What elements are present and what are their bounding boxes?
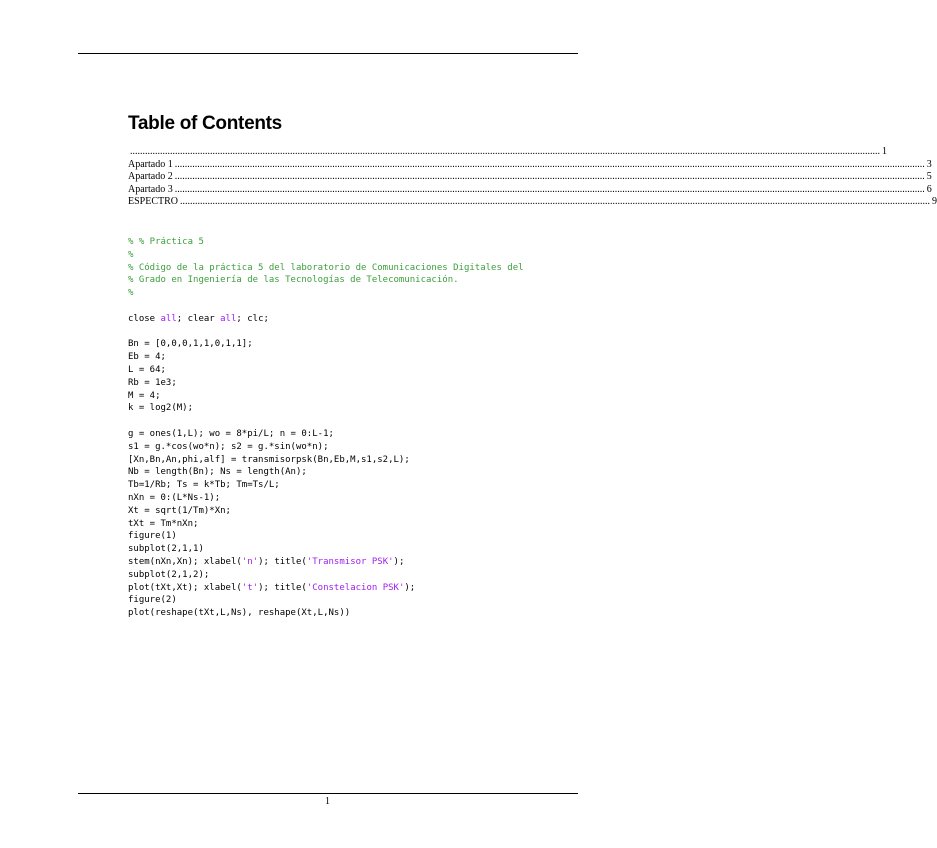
code-text: Bn = [0,0,0,1,1,0,1,1]; bbox=[128, 339, 253, 350]
toc-leader-dots: ............................................................................................................................................................................................................................................................................................................ bbox=[174, 158, 925, 170]
code-line bbox=[128, 338, 648, 351]
code-line bbox=[128, 582, 648, 595]
code-text: figure(2) bbox=[128, 595, 177, 606]
code-line bbox=[128, 594, 648, 607]
code-line bbox=[128, 454, 648, 467]
code-line bbox=[128, 556, 648, 569]
code-text: ; clc; bbox=[236, 313, 269, 324]
code-line bbox=[128, 364, 648, 377]
toc-entry-page: 3 bbox=[926, 158, 932, 170]
code-text: Rb = 1e3; bbox=[128, 377, 177, 388]
code-comment: % bbox=[128, 249, 134, 260]
toc-entry[interactable] bbox=[128, 196, 937, 209]
code-line bbox=[128, 262, 648, 275]
code-keyword: all bbox=[160, 313, 177, 324]
toc-entry-page: 5 bbox=[926, 171, 932, 183]
code-text: subplot(2,1,2); bbox=[128, 569, 210, 580]
toc-entry[interactable] bbox=[128, 146, 887, 159]
code-line bbox=[128, 351, 648, 364]
code-line bbox=[128, 415, 648, 428]
code-text: figure(1) bbox=[128, 531, 177, 542]
code-text: nXn = 0:(L*Ns-1); bbox=[128, 492, 221, 503]
code-text: ); title( bbox=[258, 582, 307, 593]
code-line bbox=[128, 543, 648, 556]
code-text: stem(nXn,Xn); xlabel( bbox=[128, 556, 242, 567]
code-text: ); bbox=[404, 582, 416, 593]
code-line bbox=[128, 607, 648, 620]
toc-entry-label: Apartado 1 bbox=[128, 158, 173, 170]
code-line bbox=[128, 313, 648, 326]
code-text: [Xn,Bn,An,phi,alf] = transmisorpsk(Bn,Eb,M,s1,s2,L); bbox=[128, 454, 410, 465]
toc-leader-dots: ............................................................................................................................................................................................................................................................................................................ bbox=[180, 196, 931, 208]
toc-entry-label: Apartado 3 bbox=[128, 183, 173, 195]
toc-entry-page: 6 bbox=[926, 183, 932, 195]
code-text: plot(reshape(tXt,L,Ns), reshape(Xt,L,Ns)) bbox=[128, 608, 351, 619]
code-line bbox=[128, 466, 648, 479]
code-line bbox=[128, 236, 648, 249]
code-line bbox=[128, 492, 648, 505]
code-comment: % % Práctica 5 bbox=[128, 237, 204, 247]
code-text: k = log2(M); bbox=[128, 403, 194, 414]
code-text: Eb = 4; bbox=[128, 352, 166, 363]
code-text: tXt = Tm*nXn; bbox=[128, 518, 199, 529]
code-line bbox=[128, 428, 648, 441]
code-line bbox=[128, 441, 648, 454]
toc-entry-label: ESPECTRO bbox=[128, 196, 179, 208]
code-string: 'n' bbox=[241, 556, 259, 567]
code-text: Tb=1/Rb; Ts = k*Tb; Tm=Ts/L; bbox=[128, 480, 280, 491]
code-text: Xt = sqrt(1/Tm)*Xn; bbox=[128, 505, 231, 516]
code-text: close bbox=[128, 313, 161, 324]
code-line bbox=[128, 479, 648, 492]
code-line bbox=[128, 274, 648, 287]
code-string: 'Transmisor PSK' bbox=[306, 556, 394, 567]
toc-entry[interactable] bbox=[128, 158, 932, 172]
toc-leader-dots: ............................................................................................................................................................................................................................................................................................................ bbox=[174, 171, 925, 183]
code-line bbox=[128, 518, 648, 531]
code-line bbox=[128, 300, 648, 313]
code-text: s1 = g.*cos(wo*n); s2 = g.*sin(wo*n); bbox=[128, 441, 329, 452]
toc-title: Table of Contents bbox=[128, 113, 282, 134]
code-line bbox=[128, 390, 648, 403]
code-line bbox=[128, 287, 648, 300]
code-comment: % Código de la práctica 5 del laboratorio de Comunicaciones Digitales del bbox=[128, 262, 524, 273]
code-keyword: all bbox=[220, 313, 237, 324]
code-line bbox=[128, 249, 648, 262]
code-text: L = 64; bbox=[128, 364, 166, 375]
toc-entry[interactable] bbox=[128, 171, 932, 184]
code-text: g = ones(1,L); wo = 8*pi/L; n = 0:L-1; bbox=[128, 428, 334, 439]
code-text: ); title( bbox=[258, 556, 307, 567]
code-text: ; clear bbox=[176, 313, 221, 324]
toc-entry-page: 9 bbox=[932, 196, 937, 208]
code-string: 't' bbox=[241, 582, 259, 593]
toc-entry-label: Apartado 2 bbox=[128, 171, 173, 183]
toc-entry[interactable] bbox=[128, 183, 932, 197]
code-text: plot(tXt,Xt); xlabel( bbox=[128, 582, 242, 593]
code-text: ); bbox=[393, 556, 405, 567]
code-line bbox=[128, 402, 648, 415]
code-comment: % Grado en Ingeniería de las Tecnologías de Telecomunicación. bbox=[128, 275, 459, 286]
code-comment: % bbox=[128, 288, 134, 299]
page-number: 1 bbox=[325, 796, 330, 807]
code-string: 'Constelacion PSK' bbox=[306, 582, 405, 593]
toc-leader-dots: ............................................................................................................................................................................................................................................................................................................ bbox=[174, 183, 925, 195]
footer-rule bbox=[78, 793, 578, 794]
code-text: Nb = length(Bn); Ns = length(An); bbox=[128, 467, 307, 478]
code-block bbox=[128, 236, 648, 620]
table-of-contents bbox=[128, 146, 937, 209]
code-line bbox=[128, 326, 648, 339]
code-line bbox=[128, 569, 648, 582]
code-line bbox=[128, 530, 648, 543]
header-rule bbox=[78, 53, 578, 54]
toc-entry-page: 1 bbox=[882, 146, 887, 157]
toc-leader-dots: ............................................................................................................................................................................................................................................................................................................ bbox=[130, 146, 880, 157]
code-line bbox=[128, 377, 648, 390]
code-text: M = 4; bbox=[128, 390, 161, 401]
code-line bbox=[128, 505, 648, 518]
code-text: subplot(2,1,1) bbox=[128, 544, 204, 555]
